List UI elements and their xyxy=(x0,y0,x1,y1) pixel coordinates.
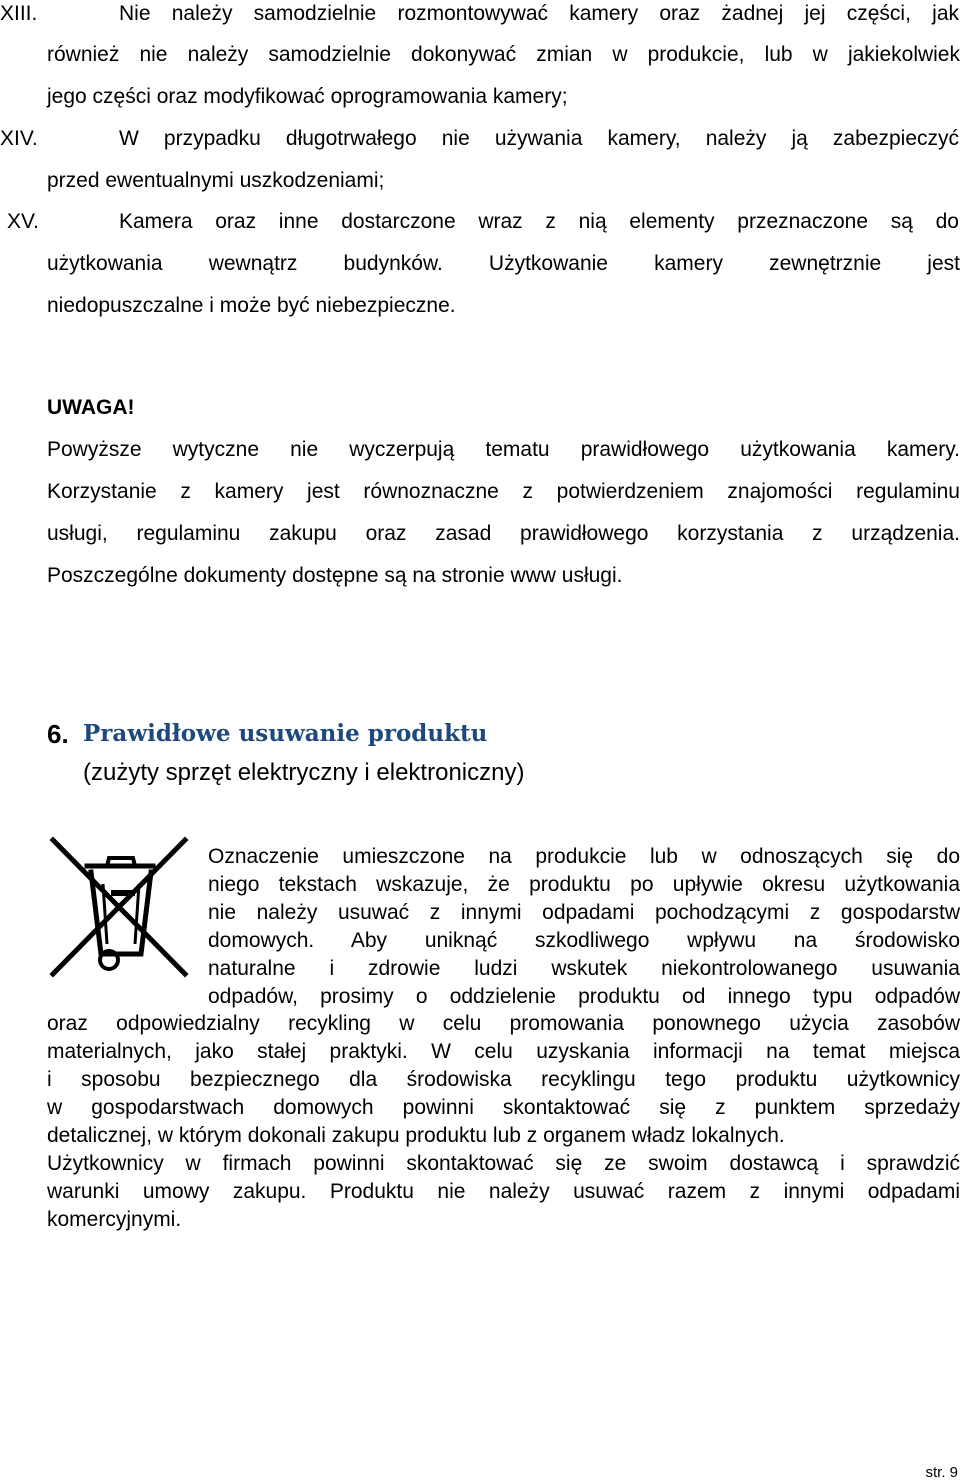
list-item-line: również nie należy samodzielnie dokonywać zmian w produkcie, lub w jakiekolwiek xyxy=(47,43,960,66)
list-item-line: W przypadku długotrwałego nie używania kamery, należy ją zabezpieczyć xyxy=(119,127,959,150)
body-line: odpadów, prosimy o oddzielenie produktu od innego typu odpadów xyxy=(208,985,960,1008)
crossed-out-wheelie-bin-icon xyxy=(49,836,189,978)
list-numeral: XV. xyxy=(7,210,39,233)
list-item-line: jego części oraz modyfikować oprogramowania kamery; xyxy=(47,85,568,108)
body-line: warunki umowy zakupu. Produktu nie należy usuwać razem z innymi odpadami xyxy=(47,1180,960,1203)
body-line: oraz odpowiedzialny recykling w celu promowania ponownego użycia zasobów xyxy=(47,1012,960,1035)
section-title: Prawidłowe usuwanie produktu xyxy=(83,720,488,747)
body-line: detalicznej, w którym dokonali zakupu produktu lub z organem władz lokalnych. xyxy=(47,1124,785,1147)
body-line: niego tekstach wskazuje, że produktu po upływie okresu użytkowania xyxy=(208,873,960,896)
warning-line: Korzystanie z kamery jest równoznaczne z potwierdzeniem znajomości regulaminu xyxy=(47,480,960,503)
list-numeral: XIII. xyxy=(0,2,38,25)
body-line: Użytkownicy w firmach powinni skontaktować się ze swoim dostawcą i sprawdzić xyxy=(47,1152,960,1175)
body-line: materialnych, jako stałej praktyki. W celu uzyskania informacji na temat miejsca xyxy=(47,1040,960,1063)
body-line: komercyjnymi. xyxy=(47,1208,182,1231)
page-number: str. 9 xyxy=(925,1464,958,1481)
body-line: naturalne i zdrowie ludzi wskutek niekontrolowanego usuwania xyxy=(208,957,960,980)
body-line: domowych. Aby uniknąć szkodliwego wpływu na środowisko xyxy=(208,929,960,952)
section-subtitle: (zużyty sprzęt elektryczny i elektroniczny) xyxy=(83,759,525,786)
body-line: i sposobu bezpiecznego dla środowiska recyklingu tego produktu użytkownicy xyxy=(47,1068,960,1091)
list-item-line: Nie należy samodzielnie rozmontowywać kamery oraz żadnej jej części, jak xyxy=(119,2,959,25)
body-line: Oznaczenie umieszczone na produkcie lub w odnoszących się do xyxy=(208,845,960,868)
list-item-line: użytkowania wewnątrz budynków. Użytkowanie kamery zewnętrznie jest xyxy=(47,252,960,275)
warning-line: Powyższe wytyczne nie wyczerpują tematu prawidłowego użytkowania kamery. xyxy=(47,438,960,461)
list-item-line: przed ewentualnymi uszkodzeniami; xyxy=(47,169,385,192)
warning-line: usługi, regulaminu zakupu oraz zasad prawidłowego korzystania z urządzenia. xyxy=(47,522,960,545)
list-item-line: niedopuszczalne i może być niebezpieczne. xyxy=(47,294,456,317)
warning-title: UWAGA! xyxy=(47,396,135,419)
list-item-line: Kamera oraz inne dostarczone wraz z nią elementy przeznaczone są do xyxy=(119,210,959,233)
body-line: nie należy usuwać z innymi odpadami pochodzącymi z gospodarstw xyxy=(208,901,960,924)
warning-line: Poszczególne dokumenty dostępne są na stronie www usługi. xyxy=(47,564,623,587)
list-numeral: XIV. xyxy=(0,127,38,150)
section-number: 6. xyxy=(47,719,69,749)
body-line: w gospodarstwach domowych powinni skontaktować się z punktem sprzedaży xyxy=(47,1096,960,1119)
